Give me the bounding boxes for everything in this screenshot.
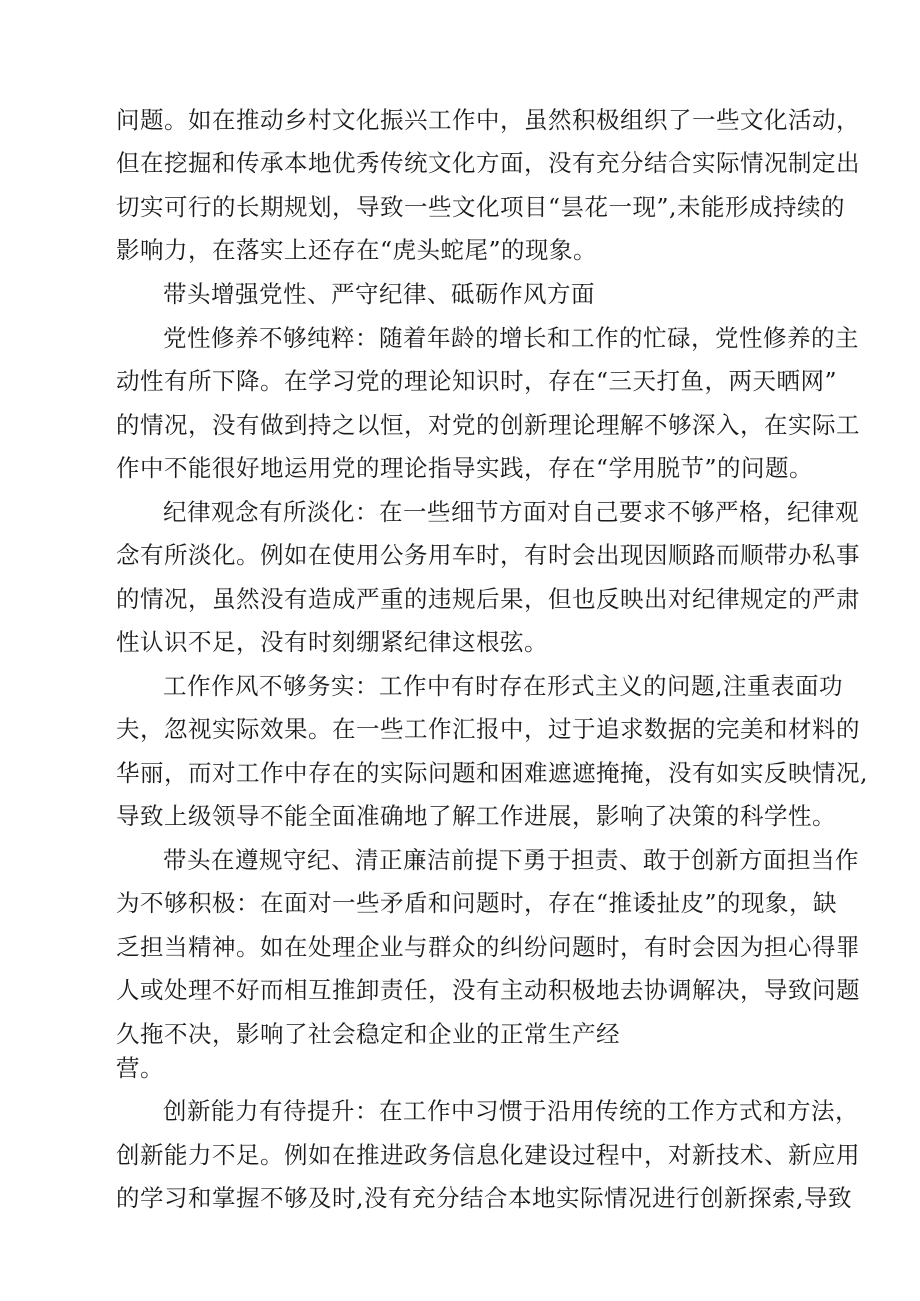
text-line: 问题。如在推动乡村文化振兴工作中，虽然积极组织了一些文化活动， <box>116 106 860 134</box>
text-line: 党性修养不够纯粹：随着年龄的增长和工作的忙碌，党性修养的主 <box>163 324 859 352</box>
text-line: 乏担当精神。如在处理企业与群众的纠纷问题时，有时会因为担心得罪 <box>116 933 860 961</box>
text-line: 纪律观念有所淡化：在一些细节方面对自己要求不够严格，纪律观 <box>163 498 859 526</box>
text-line: 工作作风不够务实：工作中有时存在形式主义的问题,注重表面功 <box>163 672 843 700</box>
text-line: 华丽，而对工作中存在的实际问题和困难遮遮掩掩，没有如实反映情况, <box>116 759 868 787</box>
text-line: 但在挖掘和传承本地优秀传统文化方面，没有充分结合实际情况制定出 <box>116 149 860 177</box>
text-line: 的情况，没有做到持之以恒，对党的创新理论理解不够深入，在实际工 <box>116 411 860 439</box>
text-line: 夫，忽视实际效果。在一些工作汇报中，过于追求数据的完美和材料的 <box>116 715 860 743</box>
text-line: 作中不能很好地运用党的理论指导实践，存在“学用脱节”的问题。 <box>116 454 814 482</box>
text-line: 营。 <box>116 1054 164 1082</box>
text-line: 的学习和掌握不够及时,没有充分结合本地实际情况进行创新探索,导致 <box>116 1184 852 1212</box>
text-line: 念有所淡化。例如在使用公务用车时，有时会出现因顺路而顺带办私事 <box>116 541 860 569</box>
text-line: 久拖不决，影响了社会稳定和企业的正常生产经 <box>116 1020 620 1048</box>
text-line: 影响力，在落实上还存在“虎头蛇尾”的现象。 <box>116 236 598 264</box>
section-heading: 带头增强党性、严守纪律、砥砺作风方面 <box>163 280 595 308</box>
text-line: 为不够积极：在面对一些矛盾和问题时，存在“推诿扯皮”的现象，缺 <box>116 889 838 917</box>
text-line: 动性有所下降。在学习党的理论知识时，存在“三天打鱼，两天晒网” <box>116 367 838 395</box>
text-line: 带头在遵规守纪、清正廉洁前提下勇于担责、敢于创新方面担当作 <box>163 846 859 874</box>
text-line: 的情况，虽然没有造成严重的违规后果，但也反映出对纪律规定的严肃 <box>116 585 860 613</box>
text-line: 人或处理不好而相互推卸责任，没有主动积极地去协调解决，导致问题 <box>116 976 860 1004</box>
text-line: 创新能力不足。例如在推进政务信息化建设过程中，对新技术、新应用 <box>116 1141 860 1169</box>
text-line: 导致上级领导不能全面准确地了解工作进展，影响了决策的科学性。 <box>116 802 836 830</box>
text-line: 切实可行的长期规划，导致一些文化项目“昙花一现”,未能形成持续的 <box>116 193 845 221</box>
text-line: 性认识不足，没有时刻绷紧纪律这根弦。 <box>116 628 548 656</box>
text-line: 创新能力有待提升：在工作中习惯于沿用传统的工作方式和方法， <box>163 1097 859 1125</box>
